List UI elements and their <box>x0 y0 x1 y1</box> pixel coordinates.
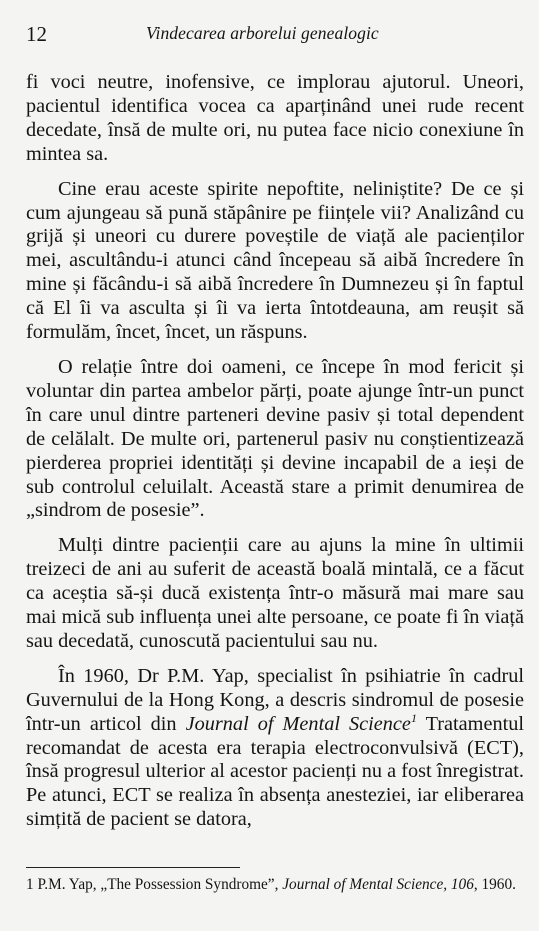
paragraph-3: O relație între doi oameni, ce începe în mod fericit și voluntar din partea ambelor părți, poate ajunge într-un punct în care unul dintre parteneri devine pasiv și total dependent de celălalt. De multe ori, partenerul pasiv nu conștientizează pierderea propriei identități și devine incapabil de a ieși de sub controlul celuilalt. Această stare a primit denumirea de „sindrom de posesie”. <box>26 355 524 522</box>
paragraph-5-text-after: Tratamentul recomandat de acesta era terapia electroconvulsivă (ECT), însă progresul ulterior al acestor pacienți nu a fost înregistrat. Pe atunci, ECT se realiza în absența anesteziei, iar eliberarea simțită de pacient se datora, <box>26 712 524 831</box>
paragraph-5-text-before: În 1960, Dr P.M. Yap, specialist în psihiatrie în cadrul Guvernului de la Hong Kong, a descris sindromul de posesie într-un articol din <box>26 664 524 735</box>
footnote-text-before: P.M. Yap, „The Possession Syndrome”, <box>33 876 283 893</box>
footnote-volume: 106 <box>450 876 474 893</box>
footnote-journal: Journal of Mental Science, <box>282 876 448 893</box>
body-text <box>26 71 524 832</box>
footnote-number: 1 <box>26 876 34 893</box>
journal-title: Journal of Mental Science <box>185 712 411 735</box>
page-number: 12 <box>26 22 47 46</box>
footnote <box>26 874 524 895</box>
paragraph-1: fi voci neutre, inofensive, ce implorau ajutorul. Uneori, pacientul identifica vocea ca aparținând unei rude recent decedate, însă de multe ori, nu putea face nicio conexiune în mintea sa. <box>26 71 524 165</box>
paragraph-2: Cine erau aceste spirite nepoftite, neliniștite? De ce și cum ajungeau să pună stăpânire pe ființele vii? Analizând cu grijă și uneori cu durere poveștile de viață ale pacienților mei, ascultându-i atunci când începeau să aibă încredere în mine și făcându-i să aibă încredere în Dumnezeu și în faptul că El îi va asculta și îi va ierta întotdeauna, am reușit să formulăm, încet, încet, un răspuns. <box>26 177 524 344</box>
paragraph-5 <box>26 665 524 832</box>
paragraph-4: Mulți dintre pacienții care au ajuns la mine în ultimii treizeci de ani au suferit de această boală mintală, ce a făcut ca aceștia să-și ducă existența într-o măsură mai mare sau mai mică sub influența unei alte persoane, ce poate fi în viață sau decedată, cunoscută pacientului sau nu. <box>26 534 524 652</box>
running-title: Vindecarea arborelui genealogic <box>146 23 379 43</box>
footnote-text-after: , 1960. <box>473 876 516 893</box>
footnote-divider <box>26 867 240 868</box>
page-header <box>26 20 509 46</box>
footnote-reference: 1 <box>410 710 417 725</box>
